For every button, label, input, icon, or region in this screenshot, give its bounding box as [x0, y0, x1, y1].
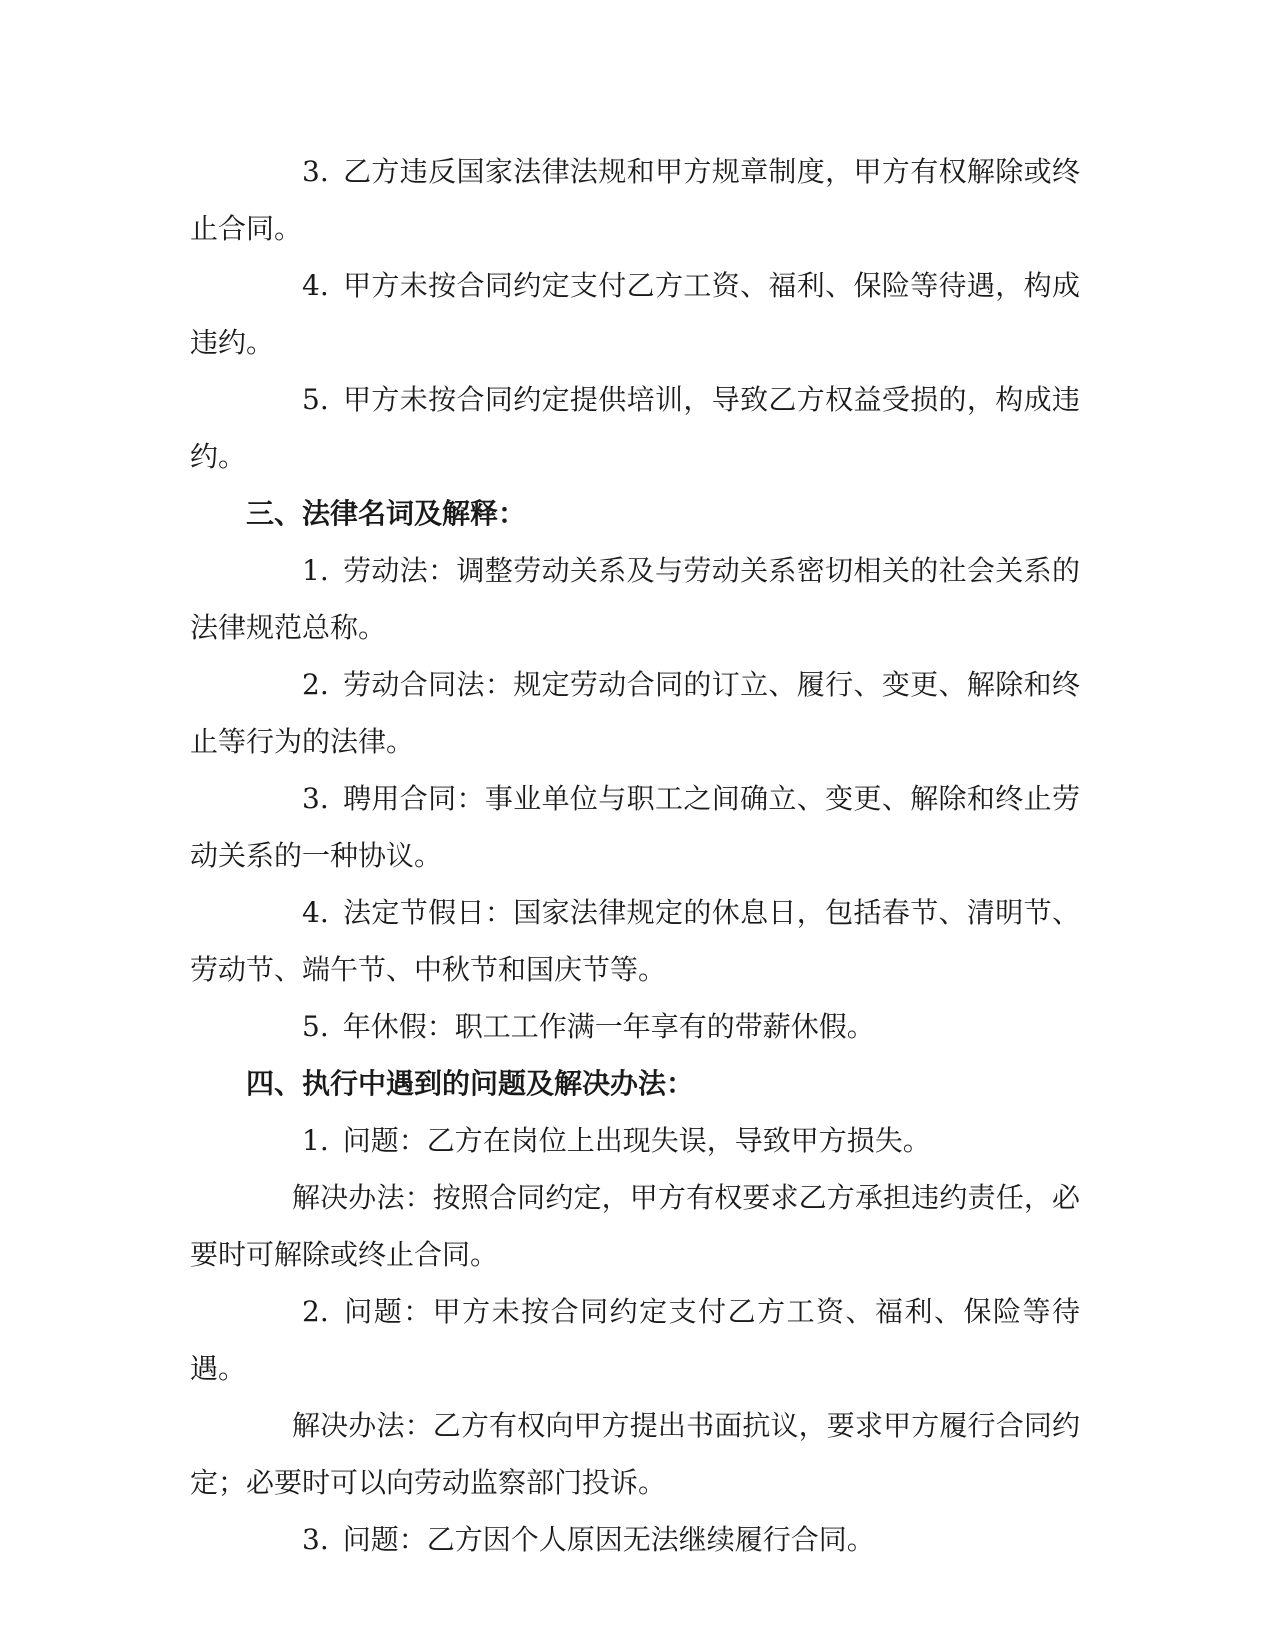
term-item — [190, 770, 1080, 884]
clause-item — [190, 257, 1080, 371]
problem-text: 问题：乙方因个人原因无法继续履行合同。 — [342, 1523, 875, 1556]
term-text: 法定节假日：国家法律规定的休息日，包括春节、清明节、劳动节、端午节、中秋节和国庆节等。 — [190, 896, 1080, 986]
term-item — [190, 656, 1080, 770]
term-item — [190, 998, 1080, 1055]
section-heading-problems-solutions: 四、执行中遇到的问题及解决办法： — [246, 1067, 695, 1100]
solution-text: 解决办法：按照合同约定，甲方有权要求乙方承担违约责任，必要时可解除或终止合同。 — [190, 1181, 1080, 1271]
term-number: 3. — [302, 782, 329, 815]
problem-item — [190, 1112, 1080, 1169]
problem-text: 问题：甲方未按合同约定支付乙方工资、福利、保险等待遇。 — [190, 1295, 1080, 1385]
problem-text: 问题：乙方在岗位上出现失误，导致甲方损失。 — [342, 1124, 931, 1157]
term-number: 4. — [302, 896, 329, 929]
document-body — [190, 143, 1080, 1568]
solution-text: 解决办法：乙方有权向甲方提出书面抗议，要求甲方履行合同约定；必要时可以向劳动监察部门投诉。 — [190, 1409, 1080, 1499]
clause-item — [190, 371, 1080, 485]
section-heading-legal-terms: 三、法律名词及解释： — [246, 497, 527, 530]
clause-text: 乙方违反国家法律法规和甲方规章制度，甲方有权解除或终止合同。 — [190, 155, 1080, 245]
term-text: 劳动合同法：规定劳动合同的订立、履行、变更、解除和终止等行为的法律。 — [190, 668, 1080, 758]
problem-item — [190, 1511, 1080, 1568]
term-text: 年休假：职工工作满一年享有的带薪休假。 — [342, 1010, 875, 1043]
term-number: 2. — [302, 668, 329, 701]
term-number: 1. — [302, 554, 329, 587]
clause-number: 5. — [302, 383, 329, 416]
term-item — [190, 542, 1080, 656]
problem-number: 1. — [302, 1124, 329, 1157]
clause-text: 甲方未按合同约定提供培训，导致乙方权益受损的，构成违约。 — [190, 383, 1080, 473]
clause-number: 4. — [302, 269, 329, 302]
term-number: 5. — [302, 1010, 329, 1043]
term-text: 聘用合同：事业单位与职工之间确立、变更、解除和终止劳动关系的一种协议。 — [190, 782, 1080, 872]
clause-number: 3. — [302, 155, 329, 188]
problem-number: 3. — [302, 1523, 329, 1556]
problem-number: 2. — [302, 1295, 329, 1328]
problem-item — [190, 1283, 1080, 1397]
term-text: 劳动法：调整劳动关系及与劳动关系密切相关的社会关系的法律规范总称。 — [190, 554, 1080, 644]
term-item — [190, 884, 1080, 998]
clause-item — [190, 143, 1080, 257]
clause-text: 甲方未按合同约定支付乙方工资、福利、保险等待遇，构成违约。 — [190, 269, 1080, 359]
